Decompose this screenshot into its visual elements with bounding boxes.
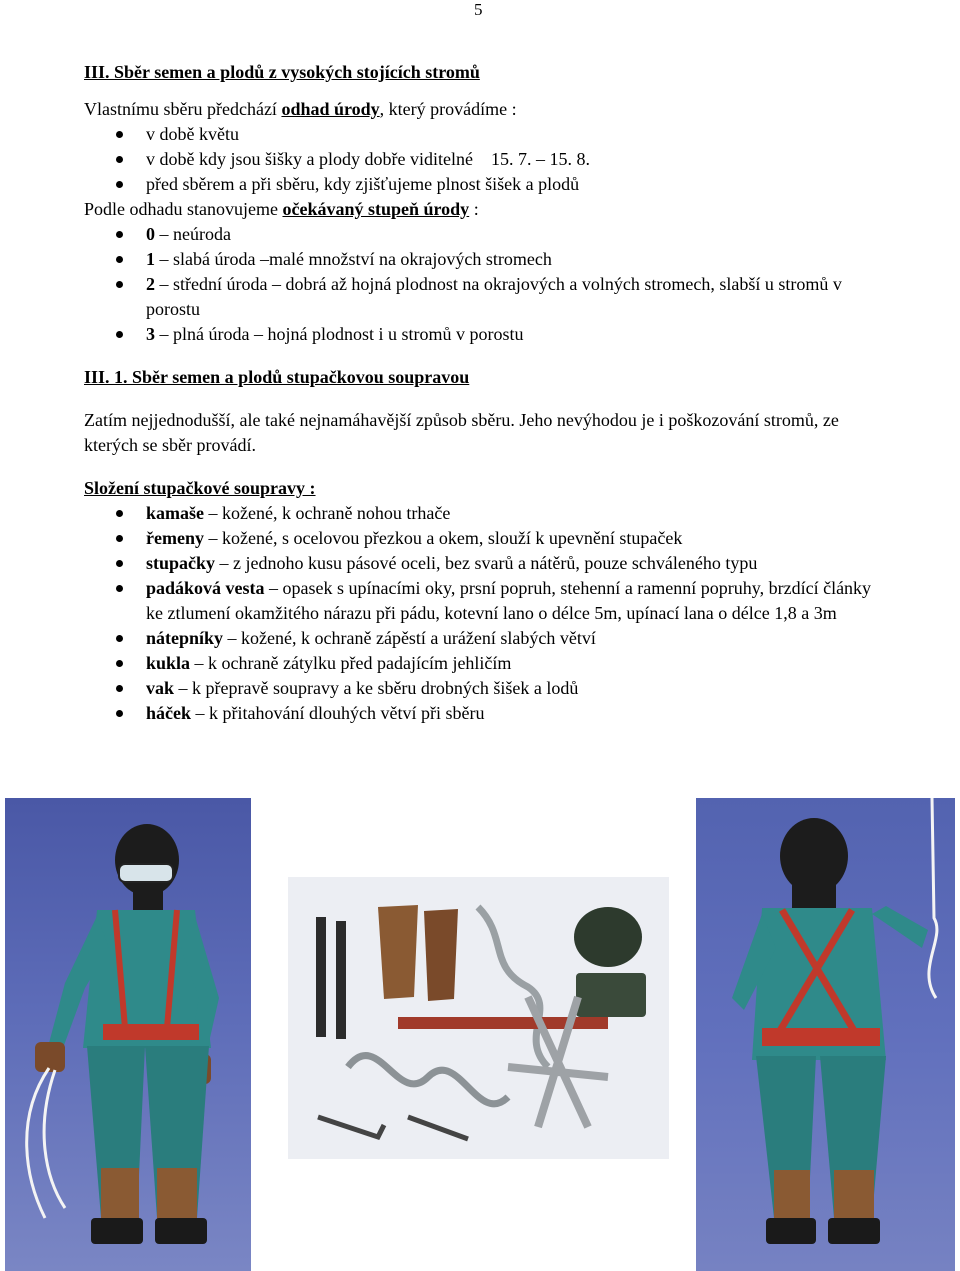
intro-pre: Vlastnímu sběru předchází: [84, 99, 282, 119]
photo-climber-back: [696, 798, 955, 1271]
kit-item-desc: – kožené, k ochraně zápěstí a urážení slabých větví: [223, 628, 596, 648]
list-item: [84, 676, 884, 701]
list-item: [84, 701, 884, 726]
list-item: před sběrem a při sběru, kdy zjišťujeme plnost šišek a plodů: [84, 172, 884, 197]
kit-item-name: háček: [146, 703, 191, 723]
kit-item-desc: – kožené, k ochraně nohou trhače: [204, 503, 451, 523]
kit-item-name: stupačky: [146, 553, 216, 573]
kit-item-desc: – k ochraně zátylku před padajícím jehličím: [190, 653, 512, 673]
list-item: v době květu: [84, 122, 884, 147]
intro-paragraph: [84, 97, 884, 122]
subsection-text: Zatím nejjednodušší, ale také nejnamáhavější způsob sběru. Jeho nevýhodou je i poškozování stromů, ze kterých se sběr provádí.: [84, 410, 839, 455]
list-item: [84, 551, 884, 576]
climber-front-illustration: [5, 798, 251, 1271]
intro-emph: odhad úrody: [281, 99, 380, 119]
list-item: [84, 576, 884, 626]
level-text: – slabá úroda –malé množství na okrajových stromech: [155, 249, 552, 269]
kit-item-name: padáková vesta: [146, 578, 265, 598]
list-item: v době kdy jsou šišky a plody dobře viditelné 15. 7. – 15. 8.: [84, 147, 884, 172]
climber-back-illustration: [696, 798, 955, 1271]
list-item: [84, 501, 884, 526]
kit-item-desc: – k přitahování dlouhých větví při sběru: [191, 703, 485, 723]
kit-item-name: kamaše: [146, 503, 204, 523]
level-text: – plná úroda – hojná plodnost i u stromů v porostu: [155, 324, 524, 344]
level-text: – střední úroda – dobrá až hojná plodnost na okrajových a volných stromech, slabší u stromů v porostu: [146, 274, 842, 319]
kit-item-name: řemeny: [146, 528, 204, 548]
list-item: [84, 222, 884, 247]
yield-intro: [84, 197, 884, 222]
yield-intro-emph: očekávaný stupeň úrody: [282, 199, 470, 219]
list-item: [84, 651, 884, 676]
level-num: 1: [146, 249, 155, 269]
list-item: [84, 322, 884, 347]
level-num: 0: [146, 224, 155, 244]
subsection-title: III. 1. Sběr semen a plodů stupačkovou soupravou: [84, 367, 470, 387]
yield-levels-list: [84, 222, 884, 347]
photo-equipment-set: [288, 877, 669, 1159]
level-num: 3: [146, 324, 155, 344]
kit-list: [84, 501, 884, 726]
list-item: [84, 626, 884, 651]
kit-item-name: kukla: [146, 653, 191, 673]
photo-climber-front: [5, 798, 251, 1271]
page-number: 5: [474, 0, 483, 19]
kit-item-name: nátepníky: [146, 628, 224, 648]
intro-post: , který provádíme :: [379, 99, 517, 119]
yield-intro-post: :: [469, 199, 479, 219]
document-body: [84, 60, 884, 726]
level-num: 2: [146, 274, 155, 294]
kit-item-desc: – kožené, s ocelovou přezkou a okem, slouží k upevnění stupaček: [203, 528, 683, 548]
yield-intro-pre: Podle odhadu stanovujeme: [84, 199, 283, 219]
list-item: [84, 272, 884, 322]
level-text: – neúroda: [155, 224, 231, 244]
kit-item-desc: – z jednoho kusu pásové oceli, bez svarů a nátěrů, pouze schváleného typu: [215, 553, 758, 573]
section-title: III. Sběr semen a plodů z vysokých stojících stromů: [84, 62, 480, 82]
kit-item-desc: – k přepravě soupravy a ke sběru drobných šišek a lodů: [174, 678, 579, 698]
kit-item-name: vak: [146, 678, 175, 698]
timing-list: [84, 122, 884, 197]
kit-item-desc: – opasek s upínacími oky, prsní popruh, stehenní a ramenní popruhy, brzdící články ke ztlumení okamžitého nárazu při pádu, kotevní lano o délce 5m, upínací lana o délce 1,8 a 3m: [146, 578, 872, 623]
kit-title: Složení stupačkové soupravy :: [84, 478, 316, 498]
list-item: [84, 247, 884, 272]
equipment-illustration: [288, 877, 669, 1159]
list-item: [84, 526, 884, 551]
